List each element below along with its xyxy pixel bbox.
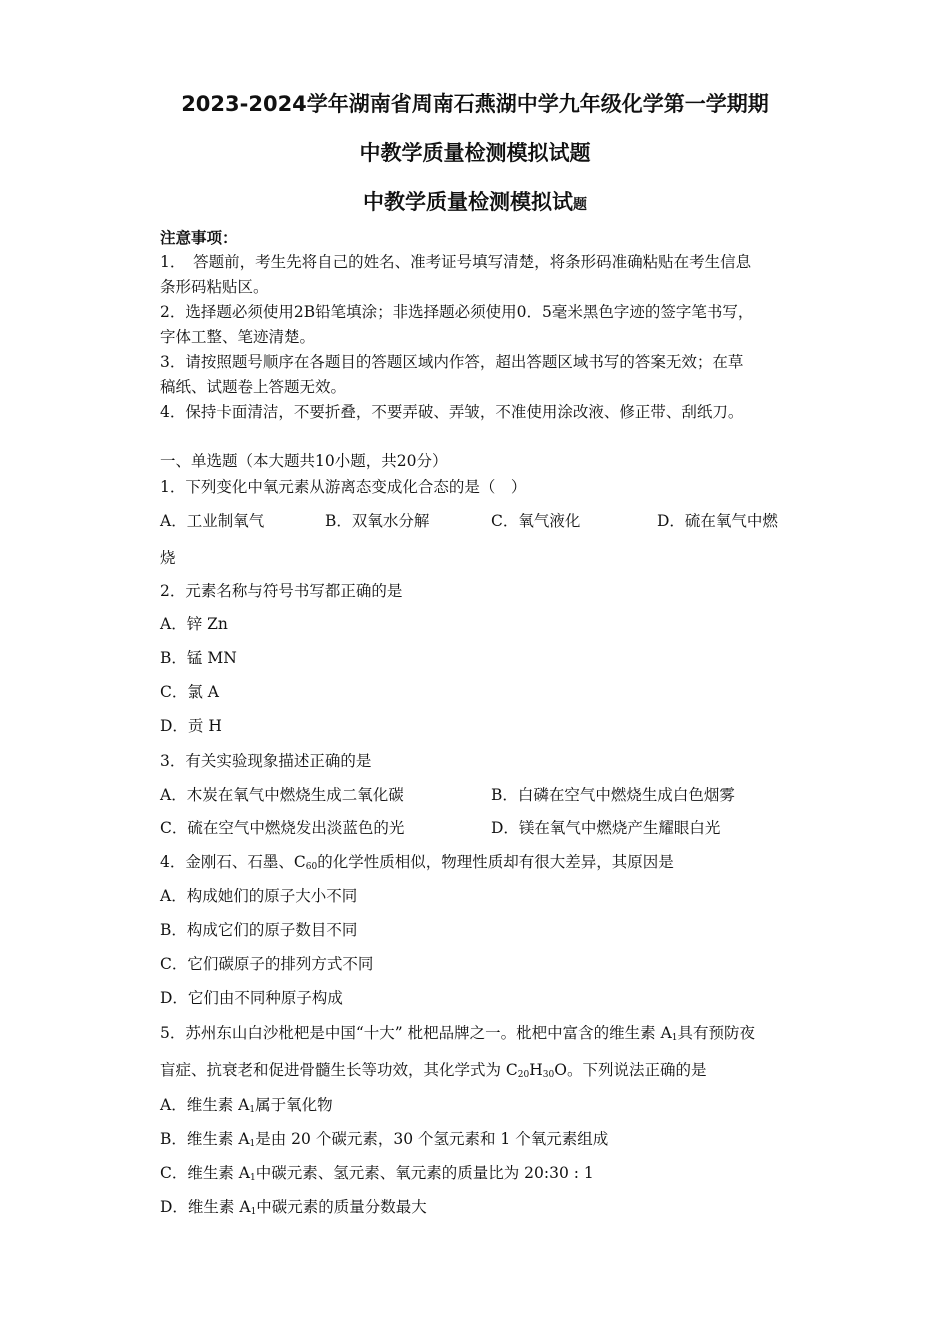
question-5-option-a-sub: 1 bbox=[249, 1105, 256, 1115]
question-5-stem2-pre: 盲症、抗衰老和促进骨髓生长等功效，其化学式为 C bbox=[160, 1061, 518, 1079]
notice-item-2-cont: 字体工整、笔迹清楚。 bbox=[160, 328, 316, 346]
question-5-stem-line-1 bbox=[160, 1023, 755, 1048]
question-5-stem2-mid: H bbox=[529, 1061, 543, 1079]
question-1-option-d: D．硫在氧气中燃 bbox=[657, 512, 778, 530]
question-5-stem2-sub2: 30 bbox=[542, 1070, 555, 1080]
question-5-option-d-pre: D．维生素 A bbox=[160, 1198, 251, 1216]
question-4-stem-post: 的化学性质相似，物理性质却有很大差异，其原因是 bbox=[317, 853, 674, 871]
question-5-option-b-pre: B．维生素 A bbox=[160, 1130, 250, 1148]
question-5-option-a-pre: A．维生素 A bbox=[160, 1096, 250, 1114]
question-5-stem1-post: 具有预防夜 bbox=[677, 1024, 756, 1042]
question-5-option-c bbox=[160, 1163, 594, 1188]
notice-item-3-cont: 稿纸、试题卷上答题无效。 bbox=[160, 378, 347, 396]
question-5-option-b-sub: 1 bbox=[249, 1139, 256, 1149]
question-2-option-a: A．锌 Zn bbox=[160, 615, 228, 633]
exam-title-line-3-main: 中教学质量检测模拟试 bbox=[363, 190, 573, 214]
question-5-option-d bbox=[160, 1197, 427, 1222]
question-5-option-d-post: 中碳元素的质量分数最大 bbox=[256, 1198, 427, 1216]
question-5-option-b bbox=[160, 1129, 608, 1154]
question-1-option-d-cont: 烧 bbox=[160, 549, 176, 567]
question-2-option-c: C．氯 A bbox=[160, 683, 219, 701]
question-5-stem2-sub1: 20 bbox=[517, 1070, 530, 1080]
question-4-stem-sub: 60 bbox=[305, 862, 318, 872]
notice-item-2: 2．选择题必须使用2B铅笔填涂；非选择题必须使用0．5毫米黑色字迹的签字笔书写， bbox=[160, 303, 754, 321]
notice-item-4: 4．保持卡面清洁，不要折叠，不要弄破、弄皱，不准使用涂改液、修正带、刮纸刀。 bbox=[160, 403, 744, 421]
question-4-option-d: D．它们由不同种原子构成 bbox=[160, 989, 343, 1007]
notice-item-1: 1． 答题前，考生先将自己的姓名、准考证号填写清楚，将条形码准确粘贴在考生信息 bbox=[160, 253, 752, 271]
question-5-stem-line-2 bbox=[160, 1060, 706, 1085]
question-4-stem bbox=[160, 852, 674, 877]
question-3-option-a: A．木炭在氧气中燃烧生成二氧化碳 bbox=[160, 786, 404, 804]
question-4-option-b: B．构成它们的原子数目不同 bbox=[160, 921, 358, 939]
question-5-option-c-pre: C．维生素 A bbox=[160, 1164, 250, 1182]
question-5-stem1-sub: 1 bbox=[671, 1033, 678, 1043]
question-5-option-c-post: 中碳元素、氢元素、氧元素的质量比为 20:30 : 1 bbox=[255, 1164, 594, 1182]
question-2-stem: 2．元素名称与符号书写都正确的是 bbox=[160, 582, 403, 600]
question-5-option-a bbox=[160, 1095, 333, 1120]
question-5-option-a-post: 属于氧化物 bbox=[255, 1096, 333, 1114]
question-5-stem1-pre: 5．苏州东山白沙枇杷是中国“十大” 枇杷品牌之一。枇杷中富含的维生素 A bbox=[160, 1024, 672, 1042]
question-2-option-d: D．贡 H bbox=[160, 717, 222, 735]
question-1-option-b: B．双氧水分解 bbox=[325, 512, 430, 530]
question-3-option-b: B．白磷在空气中燃烧生成白色烟雾 bbox=[491, 786, 735, 804]
notice-heading: 注意事项： bbox=[160, 228, 238, 247]
question-1-option-a: A．工业制氧气 bbox=[160, 512, 265, 530]
section-heading: 一、单选题（本大题共10小题，共20分） bbox=[160, 452, 448, 470]
question-1-option-c: C．氧气液化 bbox=[491, 512, 581, 530]
question-5-option-b-post: 是由 20 个碳元素，30 个氢元素和 1 个氧元素组成 bbox=[255, 1130, 609, 1148]
exam-title-line-2: 中教学质量检测模拟试题 bbox=[359, 141, 591, 165]
question-3-option-c: C．硫在空气中燃烧发出淡蓝色的光 bbox=[160, 819, 405, 837]
question-1-stem: 1．下列变化中氧元素从游离态变成化合态的是（ ） bbox=[160, 478, 527, 496]
exam-title-line-3-small: 题 bbox=[573, 197, 587, 213]
question-4-option-c: C．它们碳原子的排列方式不同 bbox=[160, 955, 374, 973]
question-4-option-a: A．构成她们的原子大小不同 bbox=[160, 887, 358, 905]
question-3-option-d: D．镁在氧气中燃烧产生耀眼白光 bbox=[491, 819, 721, 837]
exam-title-line-3 bbox=[0, 186, 950, 216]
question-5-stem2-post: O。下列说法正确的是 bbox=[554, 1061, 707, 1079]
exam-title-line-1: 2023-2024学年湖南省周南石燕湖中学九年级化学第一学期期 bbox=[181, 92, 769, 116]
notice-item-3: 3．请按照题号顺序在各题目的答题区域内作答，超出答题区域书写的答案无效；在草 bbox=[160, 353, 744, 371]
question-5-option-c-sub: 1 bbox=[249, 1173, 256, 1183]
question-4-stem-pre: 4．金刚石、石墨、C bbox=[160, 853, 306, 871]
notice-item-1-cont: 条形码粘贴区。 bbox=[160, 278, 269, 296]
question-5-option-d-sub: 1 bbox=[250, 1207, 257, 1217]
question-2-option-b: B．锰 MN bbox=[160, 649, 237, 667]
question-3-stem: 3．有关实验现象描述正确的是 bbox=[160, 752, 372, 770]
